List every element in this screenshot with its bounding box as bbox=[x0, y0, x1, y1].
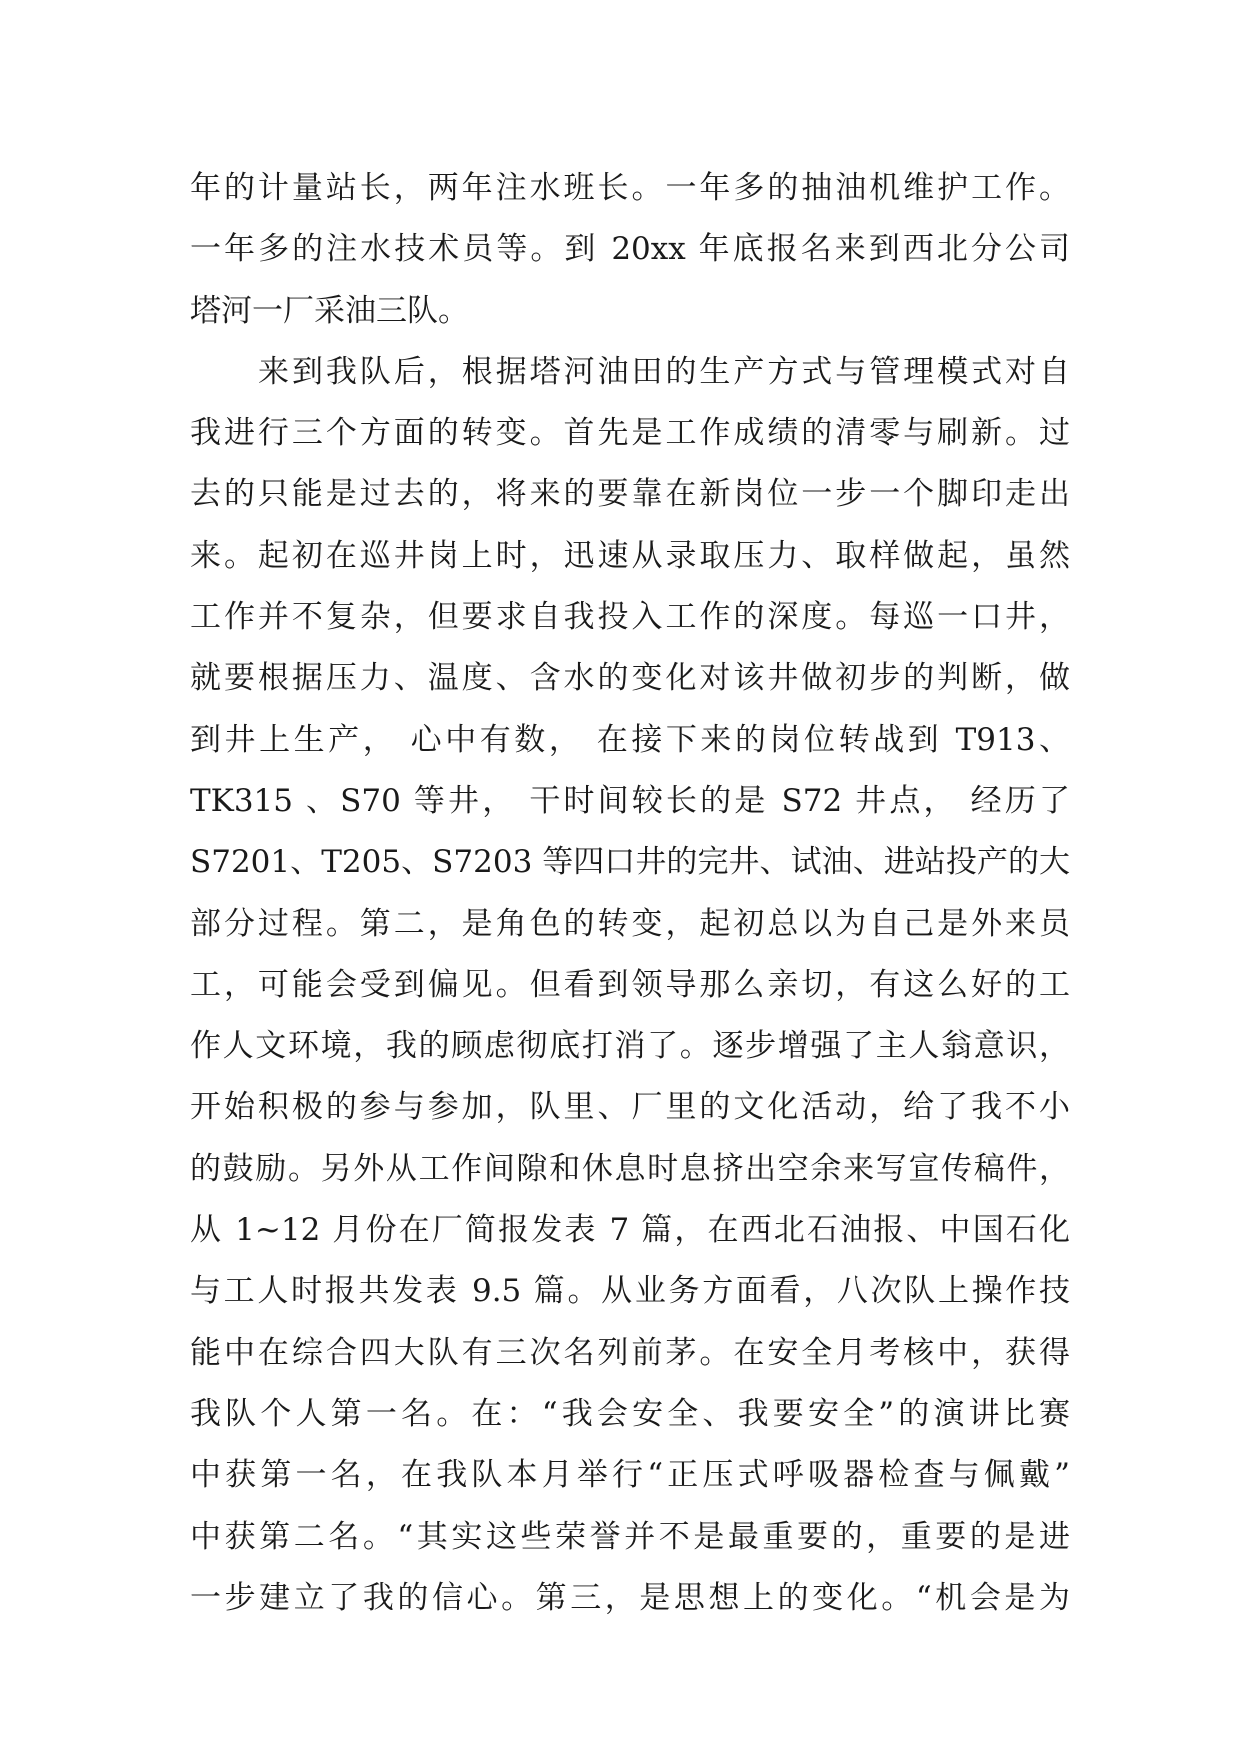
text-line: 工作并不复杂，但要求自我投入工作的深度。每巡一口井， bbox=[190, 599, 1070, 636]
text-line: 中获第二名。“其实这些荣誉并不是最重要的，重要的是进 bbox=[190, 1518, 1070, 1555]
text-line: 作人文环境，我的顾虑彻底打消了。逐步增强了主人翁意识， bbox=[190, 1028, 1070, 1065]
text-line: 从 1~12 月份在厂简报发表 7 篇，在西北石油报、中国石化 bbox=[190, 1212, 1070, 1249]
text-line: 一步建立了我的信心。第三，是思想上的变化。“机会是为 bbox=[190, 1579, 1070, 1616]
text-line: 开始积极的参与参加，队里、厂里的文化活动，给了我不小 bbox=[190, 1089, 1070, 1126]
text-line: 中获第一名，在我队本月举行“正压式呼吸器检查与佩戴” bbox=[190, 1457, 1070, 1494]
text-line: 来。起初在巡井岗上时，迅速从录取压力、取样做起，虽然 bbox=[190, 537, 1070, 574]
text-line: 就要根据压力、温度、含水的变化对该井做初步的判断，做 bbox=[190, 660, 1070, 697]
text-line: 我队个人第一名。在：“我会安全、我要安全”的演讲比赛 bbox=[190, 1395, 1070, 1432]
text-line: TK315 、S70 等井， 干时间较长的是 S72 井点， 经历了 bbox=[190, 782, 1070, 819]
text-line: 年的计量站长，两年注水班长。一年多的抽油机维护工作。 bbox=[190, 170, 1070, 206]
text-line: 我进行三个方面的转变。首先是工作成绩的清零与刷新。过 bbox=[190, 415, 1070, 452]
text-line: S7201、T205、S7203 等四口井的完井、试油、进站投产的大 bbox=[190, 844, 1070, 881]
text-line: 去的只能是过去的，将来的要靠在新岗位一步一个脚印走出 bbox=[190, 476, 1070, 513]
text-line: 塔河一厂采油三队。 bbox=[190, 292, 469, 329]
text-line: 一年多的注水技术员等。到 20xx 年底报名来到西北分公司 bbox=[190, 231, 1070, 268]
text-line: 部分过程。第二，是角色的转变，起初总以为自己是外来员 bbox=[190, 905, 1070, 942]
text-line: 能中在综合四大队有三次名列前茅。在安全月考核中，获得 bbox=[190, 1334, 1070, 1371]
paragraph-first-line: 来到我队后，根据塔河油田的生产方式与管理模式对自 bbox=[258, 353, 1070, 390]
text-line: 工，可能会受到偏见。但看到领导那么亲切，有这么好的工 bbox=[190, 966, 1070, 1003]
text-line: 与工人时报共发表 9.5 篇。从业务方面看，八次队上操作技 bbox=[190, 1273, 1070, 1310]
text-line: 的鼓励。另外从工作间隙和休息时息挤出空余来写宣传稿件， bbox=[190, 1150, 1070, 1187]
body-text bbox=[190, 158, 1070, 1629]
text-line: 到井上生产， 心中有数， 在接下来的岗位转战到 T913、 bbox=[190, 721, 1070, 758]
